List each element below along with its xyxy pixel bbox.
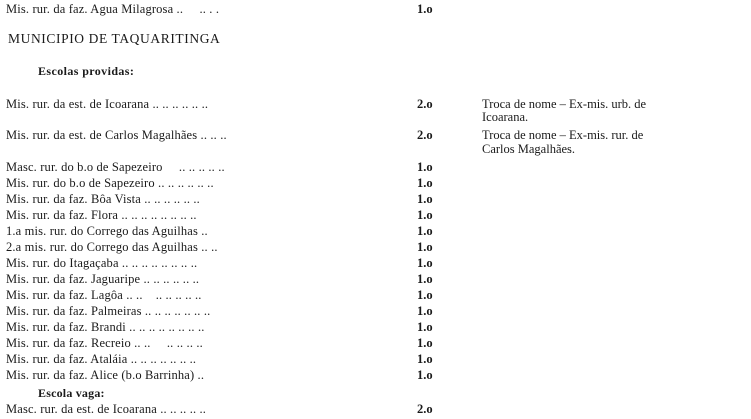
note-carlos-line2: Carlos Magalhães. bbox=[482, 142, 576, 156]
list-item: Mis. rur. da faz. Bôa Vista .. .. .. .. .. .. bbox=[6, 192, 200, 206]
list-item: Masc. rur. do b.o de Sapezeiro .. .. .. .. .. bbox=[6, 160, 225, 174]
list-item: Mis. rur. da faz. Brandi .. .. .. .. .. .. .. .. bbox=[6, 320, 205, 334]
list-item: Mis. rur. da faz. Flora .. .. .. .. .. .. .. .. bbox=[6, 208, 197, 222]
list-item: Mis. rur. da faz. Jaguaripe .. .. .. .. .. .. bbox=[6, 272, 200, 286]
note-icoarana-line1: Troca de nome – Ex-mis. urb. de bbox=[482, 97, 647, 111]
list-item-grade: 1.o bbox=[417, 224, 433, 238]
list-item-grade: 1.o bbox=[417, 320, 433, 334]
grade-carlos-magalhaes: 2.o bbox=[417, 128, 433, 142]
section-escola-vaga: Escola vaga: bbox=[38, 386, 105, 400]
list-item: Mis. rur. da faz. Ataláia .. .. .. .. .. .. .. bbox=[6, 352, 197, 366]
municipality-heading: MUNICIPIO DE TAQUARITINGA bbox=[8, 31, 221, 46]
list-item-grade: 1.o bbox=[417, 256, 433, 270]
list-item: 1.a mis. rur. do Corrego das Aguilhas .. bbox=[6, 224, 208, 238]
entry-carlos-magalhaes: Mis. rur. da est. de Carlos Magalhães .. .. .. bbox=[6, 128, 227, 142]
list-item: Mis. rur. do b.o de Sapezeiro .. .. .. .. .. .. bbox=[6, 176, 214, 190]
entry-agua-milagrosa: Mis. rur. da faz. Agua Milagrosa .. .. . . bbox=[6, 2, 220, 16]
list-item-grade: 1.o bbox=[417, 176, 433, 190]
grade-agua-milagrosa: 1.o bbox=[417, 2, 433, 16]
list-item: Mis. rur. da faz. Recreio .. .. .. .. .. .. bbox=[6, 336, 203, 350]
entry-icoarana: Mis. rur. da est. de Icoarana .. .. .. .. .. .. bbox=[6, 97, 209, 111]
grade-vacant-icoarana: 2.o bbox=[417, 402, 433, 416]
section-escolas-providas: Escolas providas: bbox=[38, 64, 135, 78]
note-carlos-line1: Troca de nome – Ex-mis. rur. de bbox=[482, 128, 644, 142]
grade-icoarana: 2.o bbox=[417, 97, 433, 111]
list-item: Mis. rur. da faz. Alice (b.o Barrinha) .. bbox=[6, 368, 205, 382]
list-item: Mis. rur. da faz. Lagôa .. .. .. .. .. .. .. bbox=[6, 288, 202, 302]
list-item-grade: 1.o bbox=[417, 288, 433, 302]
list-item: Mis. rur. da faz. Palmeiras .. .. .. .. .. .. .. bbox=[6, 304, 211, 318]
entry-vacant-icoarana: Masc. rur. da est. de Icoarana .. .. .. .. .. bbox=[6, 402, 207, 416]
list-item-grade: 1.o bbox=[417, 304, 433, 318]
list-item-grade: 1.o bbox=[417, 160, 433, 174]
list-item-grade: 1.o bbox=[417, 240, 433, 254]
list-item: 2.a mis. rur. do Corrego das Aguilhas .. .. bbox=[6, 240, 218, 254]
list-item-grade: 1.o bbox=[417, 272, 433, 286]
list-item: Mis. rur. do Itagaçaba .. .. .. .. .. .. .. .. bbox=[6, 256, 198, 270]
list-item-grade: 1.o bbox=[417, 352, 433, 366]
note-icoarana-line2: Icoarana. bbox=[482, 110, 529, 124]
list-item-grade: 1.o bbox=[417, 208, 433, 222]
list-item-grade: 1.o bbox=[417, 336, 433, 350]
list-item-grade: 1.o bbox=[417, 368, 433, 382]
list-item-grade: 1.o bbox=[417, 192, 433, 206]
